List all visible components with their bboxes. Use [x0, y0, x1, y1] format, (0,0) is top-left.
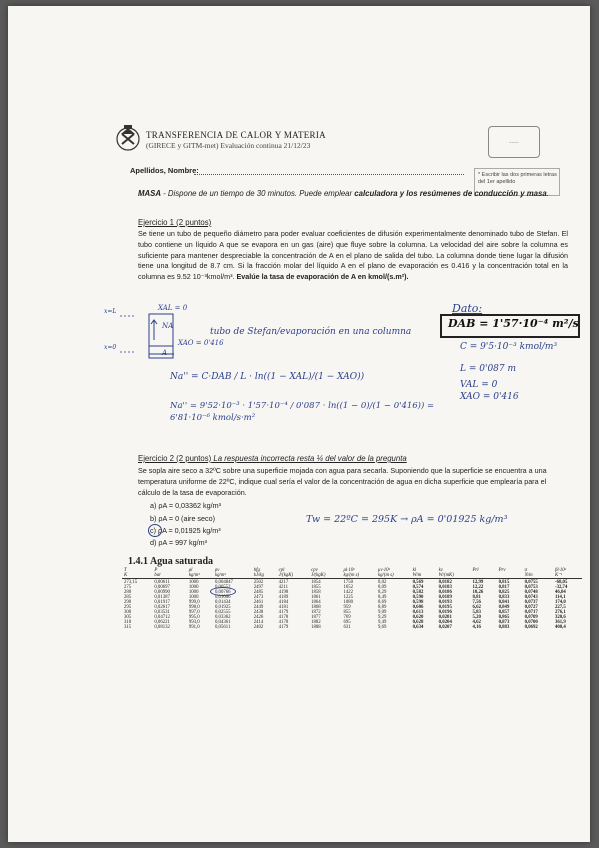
table-cell: 8,69: [378, 600, 387, 605]
name-line: [194, 166, 464, 175]
table-cell: 0,590: [412, 595, 424, 600]
table-unit-cell: K: [122, 573, 152, 579]
table-unit-cell: kg/m³: [213, 573, 252, 579]
table-cell: 0,841: [498, 600, 510, 605]
table-cell: 8,09: [378, 585, 387, 590]
table-cell: 400,4: [554, 625, 566, 630]
table-cell: 10,26: [472, 590, 484, 595]
table-cell: 0,628: [412, 620, 424, 625]
table-unit-cell: kg/(m s): [341, 573, 376, 579]
option-b: b) ρA = 0 (aire seco): [150, 514, 216, 523]
table-cell: 0,0700: [524, 620, 538, 625]
table-cell: 695: [343, 620, 351, 625]
table-cell: 273,15: [124, 580, 138, 585]
table-cell: 0,0709: [524, 615, 538, 620]
table-cell: 0,02555: [214, 610, 231, 615]
table-cell: 0,833: [498, 595, 510, 600]
table-cell: 0,0182: [438, 580, 452, 585]
exercise1-statement: [138, 229, 568, 283]
table-cell: 1861: [311, 595, 321, 600]
table-cell: 0,0717: [524, 610, 538, 615]
table-cell: -68,05: [554, 580, 568, 585]
table-cell: 320,6: [554, 615, 566, 620]
table-unit-cell: kg/m³: [187, 573, 213, 579]
masa-text: - Dispone de un tiempo de 30 minutos. Puede emplear: [160, 189, 355, 198]
table-header-cell: Prl: [472, 568, 479, 573]
table-cell: 0,0748: [524, 590, 538, 595]
name-label: Apellidos, Nombre:: [130, 166, 199, 175]
table-cell: 0,04712: [154, 615, 170, 620]
table-cell: 2449: [253, 605, 264, 610]
table-cell: 4189: [278, 595, 289, 600]
table-cell: 1225: [343, 595, 354, 600]
table-header-cell: hfg: [253, 568, 260, 573]
table-cell: 8,89: [378, 605, 387, 610]
table-cell: 290: [124, 600, 132, 605]
table-header-cell: μv·10⁶: [378, 568, 391, 573]
table-cell: 0,825: [498, 590, 510, 595]
table-cell: 0,0195: [438, 605, 452, 610]
table-cell: 4,16: [472, 625, 481, 630]
table-cell: 2473: [253, 595, 264, 600]
masa-bold: calculadora y los resúmenes de conducción y masa: [354, 189, 547, 198]
table-cell: 0,00552: [214, 585, 231, 590]
table-unit-cell: K⁻¹: [553, 573, 582, 579]
table-header-cell: βl·10⁶: [554, 568, 567, 573]
table-header-cell: ρv: [214, 568, 220, 573]
table-unit-cell: kJ/kg: [252, 573, 277, 579]
table-cell: 9,29: [378, 615, 387, 620]
table-header-cell: μl·10⁶: [343, 568, 355, 573]
table-cell: 1854: [311, 580, 321, 585]
table-cell: 997,0: [188, 610, 200, 615]
table-cell: 2461: [253, 600, 264, 605]
table-cell: 998,0: [188, 605, 200, 610]
table-cell: 8,02: [378, 580, 387, 585]
table-cell: 0,0183: [438, 585, 452, 590]
table-cell: 2438: [253, 610, 264, 615]
table-title: 1.4.1 Agua saturada: [128, 556, 214, 567]
hw-equation-2: Na'' = 9'52·10⁻³ · 1'57·10⁻⁴ / 0'087 · ln((1 − 0)/(1 − 0'416)) = 6'81·10⁻⁶ kmol/s·m²: [170, 401, 435, 423]
table-cell: 0,01917: [154, 600, 170, 605]
table-cell: 1750: [343, 580, 354, 585]
table-cell: 0,06221: [154, 620, 170, 625]
exam-sheet: [8, 6, 590, 842]
table-cell: 0,849: [498, 605, 510, 610]
table-cell: 0,00611: [154, 580, 170, 585]
exercise1-body: Se tiene un tubo de pequeño diámetro para poder evaluar coeficientes de difusión experimentalmente denominado tubo de Stefan. El tubo contiene un líquido A que se evapora en un gas (aire) que fluye sobre la columna. La velocidad del aire sobre la columna es suficiente para mantener despreciable la concentración de A en el plano de salida del tubo. La columna donde tiene lugar la difusión tiene una longitud de 8.7 cm. Si la fracción molar del líquido A en el plano de evaporación es 0.416 y la concentración total en la columna es 9.52 10⁻³kmol/m³.: [138, 229, 568, 282]
hw-xal-label: XAL = 0: [158, 304, 188, 312]
table-cell: 0,582: [412, 590, 424, 595]
initials-note: * Escribir las dos primeras letras del 1er apellido: [478, 172, 557, 185]
table-cell: 1882: [311, 620, 321, 625]
table-unit-cell: bar: [152, 573, 187, 579]
table-cell: 305: [124, 615, 132, 620]
table-cell: 114,1: [554, 595, 566, 600]
table-cell: -32,74: [554, 585, 568, 590]
university-crest-icon: [113, 122, 143, 152]
table-cell: 1422: [343, 590, 354, 595]
table-cell: 0,0743: [524, 595, 538, 600]
option-d: d) ρA = 997 kg/m³: [150, 538, 208, 547]
table-cell: 1000: [188, 590, 199, 595]
table-cell: 174,0: [554, 600, 566, 605]
table-cell: 959: [343, 605, 351, 610]
table-cell: 7,56: [472, 600, 481, 605]
table-cell: 2497: [253, 585, 264, 590]
table-cell: 0,03531: [154, 610, 170, 615]
masa-end: .: [546, 189, 549, 198]
course-subtitle: (GIRECE y GITM-met) Evaluación continua 21/12/23: [146, 141, 311, 150]
table-cell: 9,69: [378, 625, 387, 630]
table-cell: 0,02617: [154, 605, 170, 610]
table-cell: 0,00990: [154, 590, 170, 595]
table-cell: 300: [124, 610, 132, 615]
table-cell: 4181: [278, 605, 289, 610]
table-cell: 0,01434: [214, 600, 231, 605]
table-cell: 0,0189: [438, 595, 452, 600]
table-cell: 0,569: [412, 580, 424, 585]
table-cell: 4,62: [472, 620, 481, 625]
exercise2-title-note: La respuesta incorrecta resta ¼ del valor de la pregunta: [211, 454, 407, 463]
hw-x-equals-l: x=L: [104, 308, 117, 315]
table-unit-cell: J/(kgK): [309, 573, 341, 579]
table-cell: 0,598: [412, 600, 424, 605]
table-cell: 8,81: [472, 595, 481, 600]
table-cell: 1872: [311, 610, 321, 615]
table-cell: 12,99: [472, 580, 484, 585]
masa-instructions: [138, 188, 568, 199]
table-cell: 8,29: [378, 590, 387, 595]
table-cell: 0,815: [498, 580, 510, 585]
table-cell: 12,22: [472, 585, 484, 590]
table-cell: 0,883: [498, 625, 510, 630]
table-cell: 0,004847: [214, 580, 233, 585]
table-cell: 9,09: [378, 610, 387, 615]
table-cell: 993,0: [188, 620, 200, 625]
table-header-cell: cpl: [278, 568, 285, 573]
table-cell: 4217: [278, 580, 289, 585]
table-cell: 4178: [278, 620, 289, 625]
hw-c: C = 9'5·10⁻³ kmol/m³: [460, 342, 558, 352]
table-cell: 999,0: [188, 600, 200, 605]
hw-xao-label: XAO = 0'416: [178, 339, 224, 347]
table-cell: 0,0204: [438, 620, 452, 625]
table-cell: 0,05611: [214, 625, 231, 630]
table-cell: 0,0207: [438, 625, 452, 630]
table-cell: 315: [124, 625, 132, 630]
saturated-water-table: [122, 568, 582, 630]
option-c: c) ρA = 0,01925 kg/m³: [150, 526, 221, 535]
table-cell: 0,0186: [438, 590, 452, 595]
table-header-cell: T: [124, 568, 127, 573]
hw-equation-1: Na'' = C·DAB / L · ln((1 − XAL)/(1 − XAO)): [170, 372, 365, 382]
option-a: a) ρA = 0,03362 kg/m³: [150, 501, 222, 510]
table-cell: 5,83: [472, 610, 481, 615]
table-unit-cell: J/(kgK): [277, 573, 309, 579]
table-cell: 1888: [311, 625, 321, 630]
hw-val: VAL = 0: [460, 380, 498, 390]
table-header-cell: σ: [524, 568, 528, 573]
table-cell: 46,04: [554, 590, 566, 595]
table-cell: 2485: [253, 590, 264, 595]
table-cell: 9,49: [378, 620, 387, 625]
table-cell: 0,01006: [214, 595, 231, 600]
table-cell: 285: [124, 595, 132, 600]
table-cell: 0,817: [498, 585, 510, 590]
table-cell: 0,0196: [438, 610, 452, 615]
table-cell: 4211: [278, 585, 289, 590]
table-cell: 0,03362: [214, 615, 231, 620]
table-cell: 2426: [253, 615, 264, 620]
table-cell: 310: [124, 620, 132, 625]
table-cell: 631: [343, 625, 351, 630]
table-cell: 0,0755: [524, 580, 538, 585]
table-cell: 0,0727: [524, 605, 538, 610]
table-unit-cell: W/m: [411, 573, 437, 579]
table-cell: 1868: [311, 605, 321, 610]
hw-x-equals-0: x=0: [104, 344, 117, 351]
hw-tube-note: tubo de Stefan/evaporación en una columna: [210, 327, 412, 337]
hw-xao-2: XAO = 0'416: [460, 392, 519, 402]
hw-exercise2-answer: Tw = 22ºC = 295K → ρA = 0'01925 kg/m³: [306, 514, 508, 525]
table-cell: 1000: [188, 580, 199, 585]
table-cell: 0,865: [498, 615, 510, 620]
table-unit-cell: W/(mK): [437, 573, 471, 579]
exercise2-title: [138, 454, 407, 463]
table-header-cell: ρl: [188, 568, 193, 573]
table-unit-cell: N/m: [523, 573, 553, 579]
table-cell: 995,0: [188, 615, 200, 620]
table-cell: 1000: [188, 585, 199, 590]
table-cell: 295: [124, 605, 132, 610]
table-cell: 0,873: [498, 620, 510, 625]
table-cell: 0,04361: [214, 620, 231, 625]
table-cell: 855: [343, 610, 351, 615]
table-cell: 1080: [343, 600, 354, 605]
hw-na-label: NA: [162, 322, 174, 330]
table-cell: 4179: [278, 610, 289, 615]
table-cell: 0,0692: [524, 625, 538, 630]
table-cell: 0,0201: [438, 615, 452, 620]
table-cell: 0,606: [412, 605, 424, 610]
highlight-rho-v: [210, 587, 236, 596]
exercise2-body: Se sopla aire seco a 32ºC sobre una superficie mojada con agua para secarla. Suponiendo que la superficie se encuentra a una temperatura uniforme de 22ºC, indique cual sería el valor de la concentración de agua en dicha superficie que emplearía para el cálculo de la tasa de evaporación.: [138, 466, 547, 497]
table-cell: 2502: [253, 580, 264, 585]
table-cell: 0,08132: [154, 625, 170, 630]
table-cell: 1858: [311, 590, 321, 595]
table-cell: 0,01387: [154, 595, 170, 600]
table-cell: 0,00766: [214, 590, 231, 595]
table-cell: 1877: [311, 615, 321, 620]
hw-dab: DAB = 1'57·10⁻⁴ m²/s: [448, 317, 579, 330]
course-title: TRANSFERENCIA DE CALOR Y MATERIA: [146, 130, 326, 140]
table-cell: 8,49: [378, 595, 387, 600]
table-cell: 2414: [253, 620, 264, 625]
exercise2-title-main: Ejercicio 2 (2 puntos): [138, 454, 212, 463]
table-cell: 275: [124, 585, 132, 590]
table-cell: 4184: [278, 600, 289, 605]
table-cell: 4179: [278, 625, 289, 630]
masa-lead: MASA: [138, 189, 161, 198]
table-row: [122, 625, 582, 630]
table-cell: 0,0193: [438, 600, 452, 605]
table-cell: 5,20: [472, 615, 481, 620]
initials-box: .....: [488, 126, 540, 158]
table-header-cell: P: [154, 568, 158, 573]
table-cell: 280: [124, 590, 132, 595]
table-cell: 0,00697: [154, 585, 170, 590]
table-cell: 0,0737: [524, 600, 538, 605]
table-cell: 4198: [278, 590, 289, 595]
table-cell: 0,574: [412, 585, 424, 590]
hw-l: L = 0'087 m: [460, 364, 517, 374]
table-cell: 227,5: [554, 605, 566, 610]
table-cell: 0,613: [412, 610, 424, 615]
exercise1-title: Ejercicio 1 (2 puntos): [138, 218, 212, 227]
option-c-circle: [148, 524, 162, 537]
exercise1-question: Evalúe la tasa de evaporación de A en kmol/(s.m²).: [234, 272, 409, 282]
table-cell: 0,634: [412, 625, 424, 630]
table-header-cell: Prv: [498, 568, 506, 573]
table-cell: 0,01925: [214, 605, 231, 610]
table-cell: 276,1: [554, 610, 566, 615]
table-cell: 1864: [311, 600, 321, 605]
table-header-cell: kv: [438, 568, 443, 573]
table-cell: 0,857: [498, 610, 510, 615]
table-unit-cell: kg/(m s): [376, 573, 411, 579]
table-header-cell: cpv: [311, 568, 318, 573]
table-cell: 1652: [343, 585, 354, 590]
table-cell: 1000: [188, 595, 199, 600]
table-cell: 4178: [278, 615, 289, 620]
hw-dato-title: Dato:: [452, 302, 483, 315]
table-cell: 769: [343, 615, 351, 620]
table-cell: 0,0753: [524, 585, 538, 590]
table-cell: 991,0: [188, 625, 200, 630]
hw-a-label: A: [162, 349, 168, 357]
table-cell: 6,62: [472, 605, 481, 610]
table-header-cell: kl: [412, 568, 417, 573]
table-cell: 1855: [311, 585, 321, 590]
stefan-tube-sketch: [104, 306, 174, 376]
table-cell: 2402: [253, 625, 264, 630]
table-body: [122, 579, 582, 631]
table-cell: 0,620: [412, 615, 424, 620]
table-cell: 361,9: [554, 620, 566, 625]
